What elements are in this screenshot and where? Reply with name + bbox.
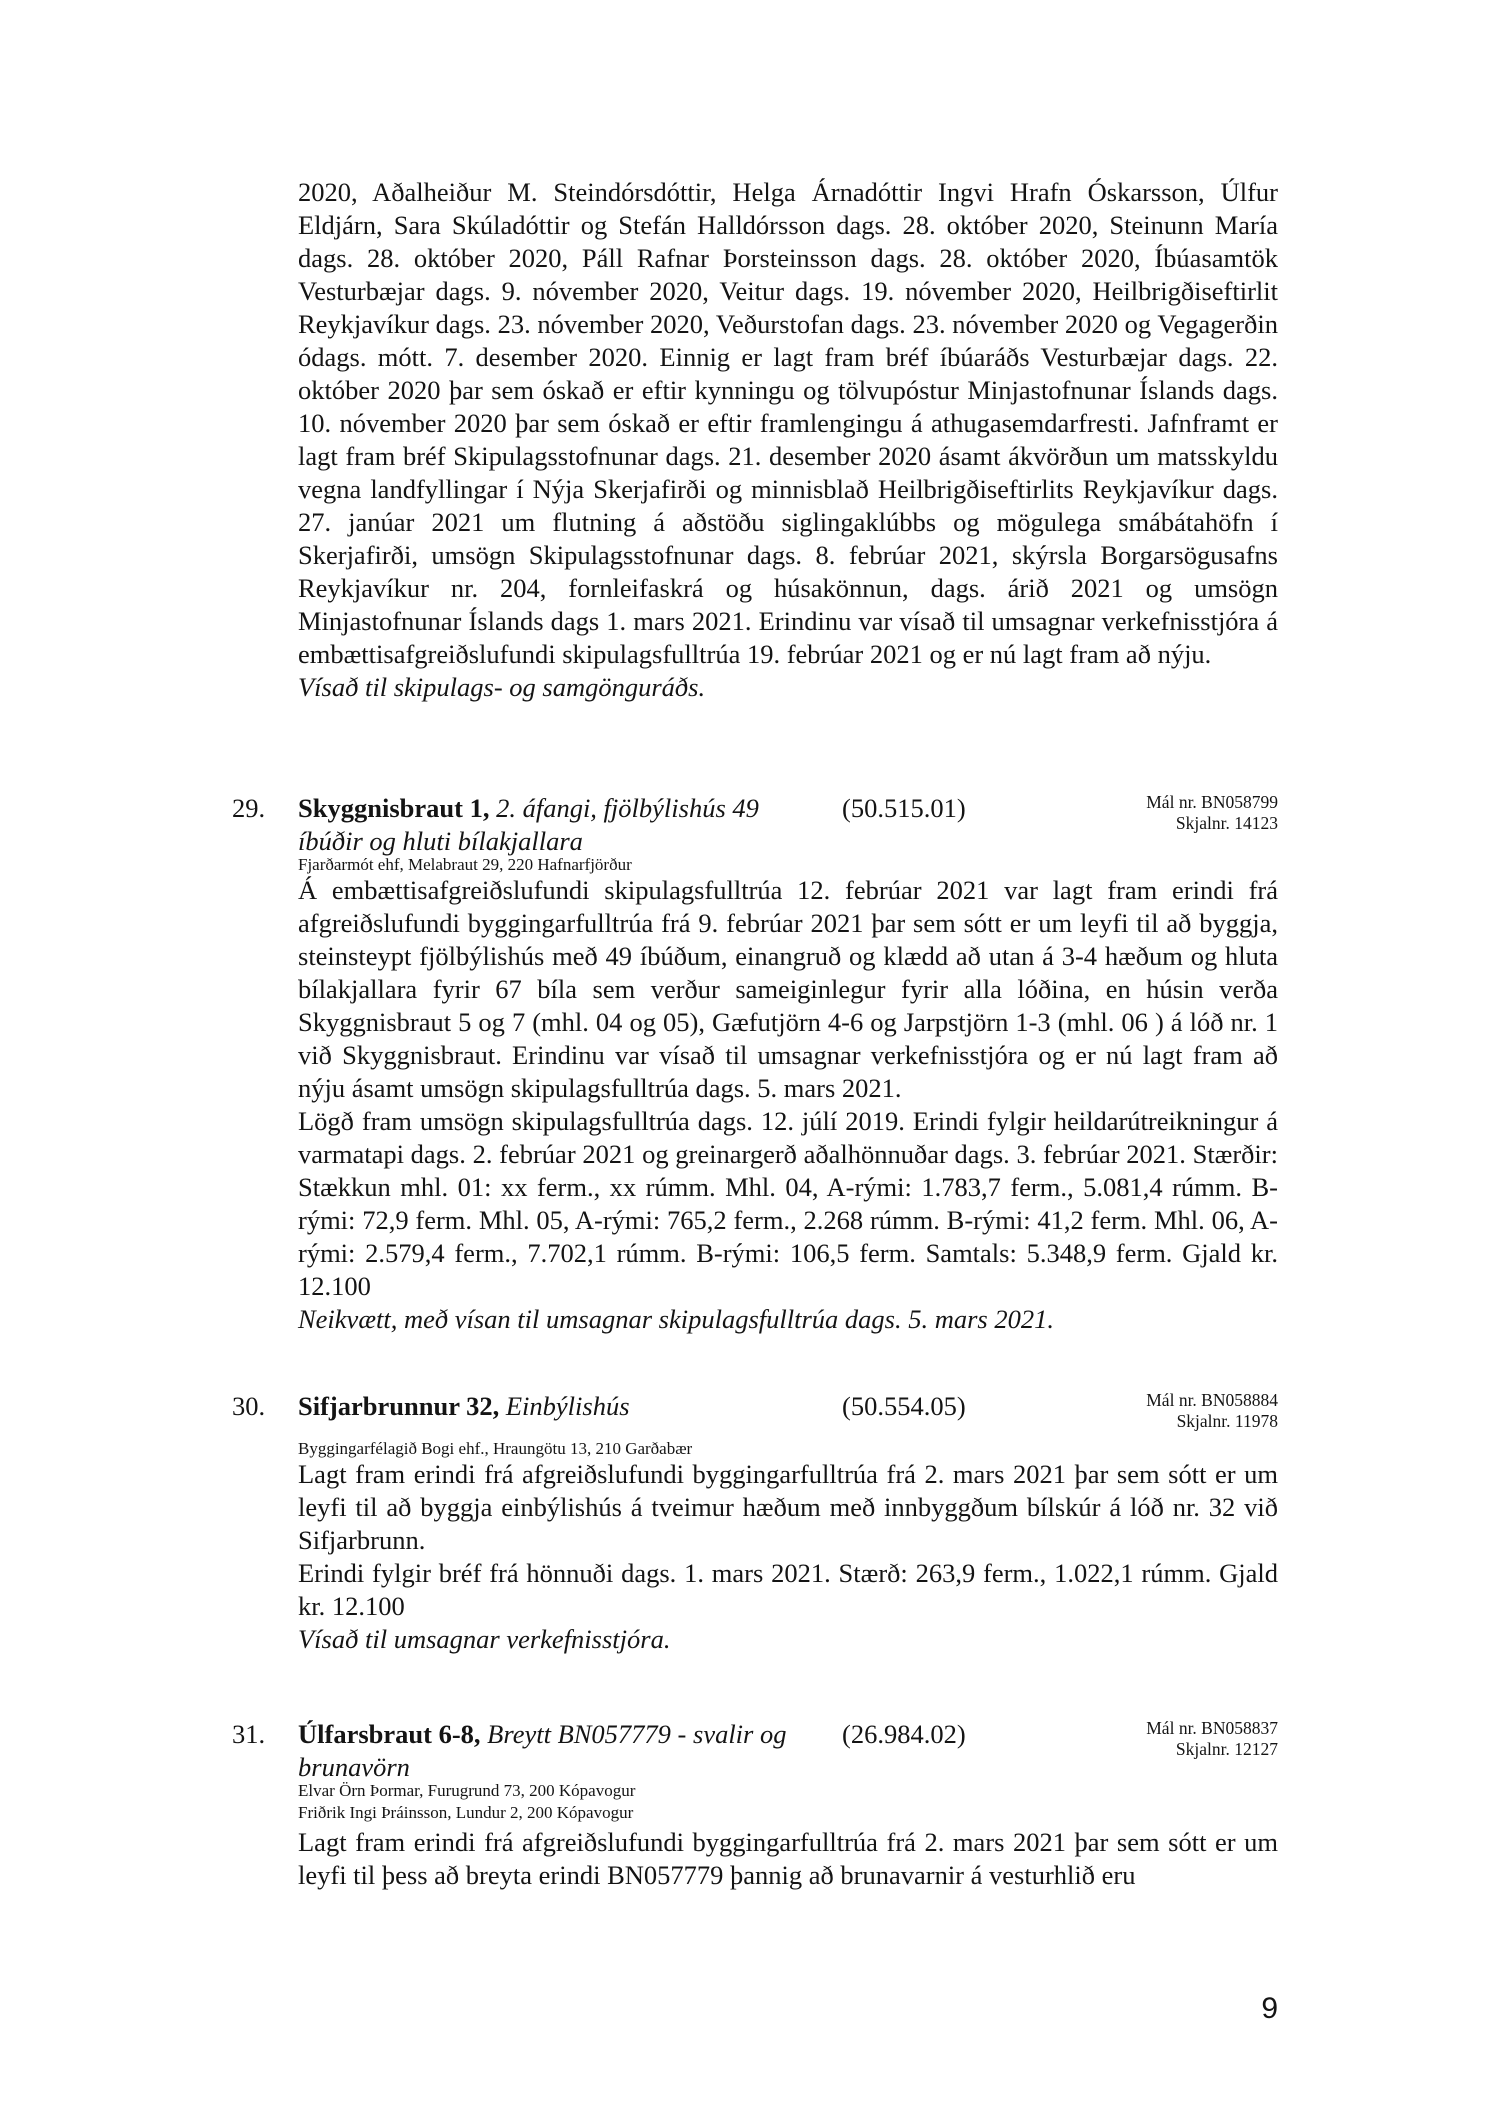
item-land-number: (50.554.05) <box>842 1391 966 1421</box>
intro-decision: Vísað til skipulags- og samgönguráðs. <box>298 672 706 702</box>
page-number: 9 <box>1261 1992 1278 2025</box>
document-number: Skjalnr. 12127 <box>1175 1739 1278 1759</box>
item-address: Skyggnisbraut 1, <box>298 793 490 823</box>
case-number: Mál nr. BN058837 <box>1146 1718 1278 1738</box>
item-land-number: (50.515.01) <box>842 793 966 823</box>
document-number: Skjalnr. 11978 <box>1176 1411 1278 1431</box>
item-body <box>298 1458 1278 1656</box>
item-title <box>298 1718 798 1784</box>
item-title <box>298 1390 798 1423</box>
item-address: Úlfarsbraut 6-8, <box>298 1719 481 1749</box>
item-paragraph: Lögð fram umsögn skipulagsfulltrúa dags. 12. júlí 2019. Erindi fylgir heildarútreikningur á varmatapi dags. 2. febrúar 2021 og greinargerð aðalhönnuðar dags. 3. febrúar 2021. Stærðir: Stækkun mhl. 01: xx ferm., xx rúmm. Mhl. 04, A-rými: 1.783,7 ferm., 5.081,4 rúmm. B-rými: 72,9 ferm. Mhl. 05, A-rými: 765,2 ferm., 2.268 rúmm. B-rými: 41,2 ferm. Mhl. 06, A-rými: 2.579,4 ferm., 7.702,1 rúmm. B-rými: 106,5 ferm. Samtals: 5.348,9 ferm. Gjald kr. 12.100 <box>298 1106 1278 1301</box>
case-number: Mál nr. BN058799 <box>1146 792 1278 812</box>
item-description: Einbýlishús <box>505 1391 630 1421</box>
item-address: Sifjarbrunnur 32, <box>298 1391 500 1421</box>
intro-section <box>298 176 1278 704</box>
item-number: 29. <box>232 793 266 823</box>
intro-paragraph: 2020, Aðalheiður M. Steindórsdóttir, Helga Árnadóttir Ingvi Hrafn Óskarsson, Úlfur Eldjárn, Sara Skúladóttir og Stefán Halldórsson dags. 28. október 2020, Steinunn María dags. 28. október 2020, Páll Rafnar Þorsteinsson dags. 28. október 2020, Íbúasamtök Vesturbæjar dags. 9. nóvember 2020, Veitur dags. 19. nóvember 2020, Heilbrigðiseftirlit Reykjavíkur dags. 23. nóvember 2020, Veðurstofan dags. 23. nóvember 2020 og Vegagerðin ódags. mótt. 7. desember 2020. Einnig er lagt fram bréf íbúaráðs Vesturbæjar dags. 22. október 2020 þar sem óskað er eftir kynningu og tölvupóstur Minjastofnunar Íslands dags. 10. nóvember 2020 þar sem óskað er eftir framlengingu á athugasemdarfresti. Jafnframt er lagt fram bréf Skipulagsstofnunar dags. 21. desember 2020 ásamt ákvörðun um matsskyldu vegna landfyllingar í Nýja Skerjafirði og minnisblað Heilbrigðiseftirlits Reykjavíkur dags. 27. janúar 2021 um flutning á aðstöðu siglingaklúbbs og mögulega smábátahöfn í Skerjafirði, umsögn Skipulagsstofnunar dags. 8. febrúar 2021, skýrsla Borgarsögusafns Reykjavíkur nr. 204, fornleifaskrá og húsakönnun, dags. árið 2021 og umsögn Minjastofnunar Íslands dags 1. mars 2021. Erindinu var vísað til umsagnar verkefnisstjóra á embættisafgreiðslufundi skipulagsfulltrúa 19. febrúar 2021 og er nú lagt fram að nýju. <box>298 177 1278 669</box>
item-number: 31. <box>232 1719 266 1749</box>
item-reference <box>1146 1390 1278 1432</box>
item-paragraph: Lagt fram erindi frá afgreiðslufundi byggingarfulltrúa frá 2. mars 2021 þar sem sótt er um leyfi til þess að breyta erindi BN057779 þannig að brunavarnir á vesturhlið eru <box>298 1827 1278 1890</box>
item-decision: Neikvætt, með vísan til umsagnar skipulagsfulltrúa dags. 5. mars 2021. <box>298 1304 1054 1334</box>
item-number: 30. <box>232 1391 266 1421</box>
applicant: Elvar Örn Þormar, Furugrund 73, 200 Kópavogur <box>298 1781 636 1800</box>
item-land-number: (26.984.02) <box>842 1719 966 1749</box>
item-body <box>298 874 1278 1336</box>
item-paragraph: Lagt fram erindi frá afgreiðslufundi byggingarfulltrúa frá 2. mars 2021 þar sem sótt er um leyfi til að byggja einbýlishús á tveimur hæðum með innbyggðum bílskúr á lóð nr. 32 við Sifjarbrunn. <box>298 1459 1278 1555</box>
item-description: Breytt BN057779 - svalir og brunavörn <box>298 1719 787 1782</box>
applicant: Friðrik Ingi Þráinsson, Lundur 2, 200 Kópavogur <box>298 1803 634 1822</box>
item-reference <box>1146 792 1278 834</box>
document-number: Skjalnr. 14123 <box>1175 813 1278 833</box>
item-body <box>298 1826 1278 1892</box>
item-title <box>298 792 798 858</box>
item-decision: Vísað til umsagnar verkefnisstjóra. <box>298 1624 671 1654</box>
case-number: Mál nr. BN058884 <box>1146 1390 1278 1410</box>
applicant: Fjarðarmót ehf, Melabraut 29, 220 Hafnarfjörður <box>298 855 632 874</box>
item-reference <box>1146 1718 1278 1760</box>
item-paragraph: Á embættisafgreiðslufundi skipulagsfulltrúa 12. febrúar 2021 var lagt fram erindi frá afgreiðslufundi byggingarfulltrúa frá 9. febrúar 2021 þar sem sótt er um leyfi til að byggja, steinsteypt fjölbýlishús með 49 íbúðum, einangruð og klædd að utan á 3-4 hæðum og hluta bílakjallara fyrir 67 bíla sem verður sameiginlegur fyrir alla lóðina, en húsin verða Skyggnisbraut 5 og 7 (mhl. 04 og 05), Gæfutjörn 4-6 og Jarpstjörn 1-3 (mhl. 06 ) á lóð nr. 1 við Skyggnisbraut. Erindinu var vísað til umsagnar verkefnisstjóra og er nú lagt fram að nýju ásamt umsögn skipulagsfulltrúa dags. 5. mars 2021. <box>298 875 1278 1103</box>
item-paragraph: Erindi fylgir bréf frá hönnuði dags. 1. mars 2021. Stærð: 263,9 ferm., 1.022,1 rúmm. Gjald kr. 12.100 <box>298 1558 1278 1621</box>
applicant: Byggingarfélagið Bogi ehf., Hraungötu 13, 210 Garðabær <box>298 1439 693 1458</box>
item-description: 2. áfangi, fjölbýlishús 49 íbúðir og hluti bílakjallara <box>298 793 759 856</box>
